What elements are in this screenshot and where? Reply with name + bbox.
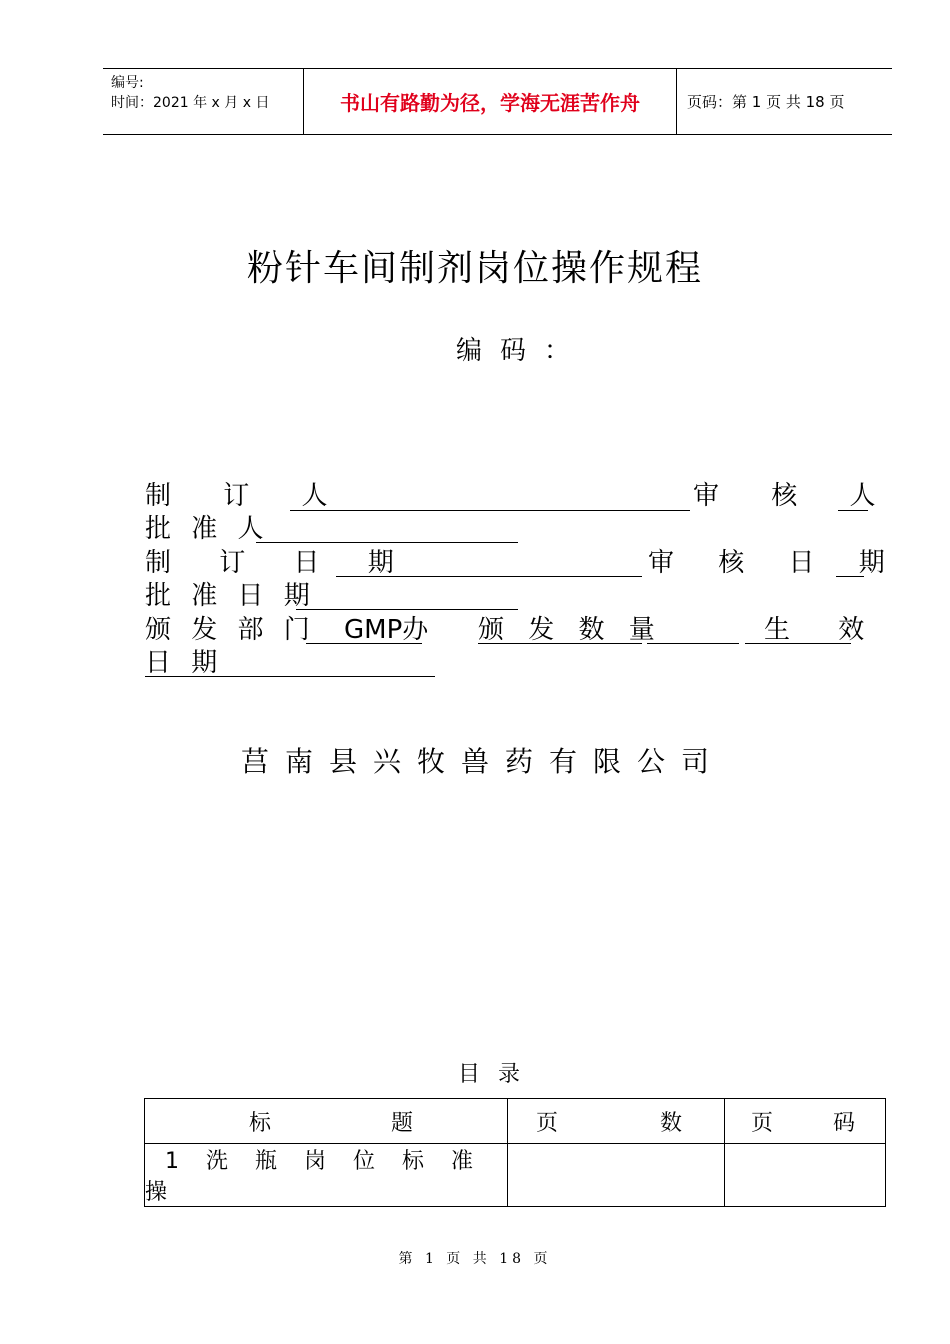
approve-date-label: 批 准 日 期	[145, 581, 316, 611]
document-title: 粉针车间制剂岗位操作规程	[246, 248, 703, 289]
approver-label: 批 准 人	[145, 514, 270, 544]
reviewer-label: 审 核 人	[693, 481, 898, 511]
toc-title: 目录	[458, 1062, 539, 1087]
toc-table	[144, 1098, 886, 1207]
toc-header-title-2: 题	[390, 1110, 413, 1136]
drafter-line	[290, 510, 690, 511]
issuing-dept-label: 颁 发 部 门	[145, 615, 316, 645]
toc-header-pageno-1: 页	[751, 1110, 774, 1136]
toc-header-pageno-2: 码	[832, 1110, 855, 1136]
header-page-info: 页码：第 1 页 共 18 页	[687, 93, 845, 111]
drafter-label: 制 订 人	[145, 481, 350, 511]
draft-date-label: 制 订 日 期	[145, 548, 414, 578]
issuing-dept-line	[306, 643, 422, 644]
toc-row-pageno	[725, 1144, 886, 1207]
issuing-dept-value: GMP办	[344, 615, 429, 645]
issue-count-label-line	[478, 643, 642, 644]
toc-header-row	[145, 1099, 886, 1144]
toc-header-pages	[508, 1099, 725, 1144]
toc-row-title	[145, 1144, 508, 1207]
effective-line	[745, 643, 851, 644]
page-header	[103, 68, 892, 135]
review-date-label: 审 核 日 期	[648, 548, 903, 578]
company-name: 莒南县兴牧兽药有限公司	[240, 745, 725, 778]
toc-header-title	[145, 1099, 508, 1144]
toc-row-title-text: 1 洗 瓶 岗 位 标 准 操	[145, 1149, 483, 1205]
doc-code-label: 编号:	[111, 75, 144, 91]
toc-row-pages	[508, 1144, 725, 1207]
header-motto-cell	[303, 69, 677, 134]
header-motto: 书山有路勤为径，学海无涯苦作舟	[340, 91, 640, 115]
effective-date-line	[145, 676, 435, 677]
draft-date-line	[336, 576, 642, 577]
page-footer: 第 1 页 共 18 页	[398, 1251, 552, 1267]
effective-date-label: 日 期	[145, 648, 224, 678]
header-meta	[103, 69, 303, 134]
doc-time: 时间：2021 年 x 月 x 日	[111, 95, 270, 111]
effective-label: 生 效	[764, 615, 885, 645]
document-code-label: 编码：	[456, 336, 589, 366]
toc-header-pageno	[725, 1099, 886, 1144]
approver-line	[256, 542, 518, 543]
table-row	[145, 1144, 886, 1207]
review-date-line	[836, 576, 864, 577]
issue-count-label: 颁 发 数 量	[478, 615, 663, 645]
toc-header-pages-1: 页	[536, 1110, 559, 1136]
issue-count-line	[647, 643, 739, 644]
toc-header-pages-2: 数	[659, 1110, 682, 1136]
reviewer-line	[838, 510, 868, 511]
toc-header-title-1: 标	[249, 1110, 272, 1136]
approve-date-line	[296, 609, 518, 610]
